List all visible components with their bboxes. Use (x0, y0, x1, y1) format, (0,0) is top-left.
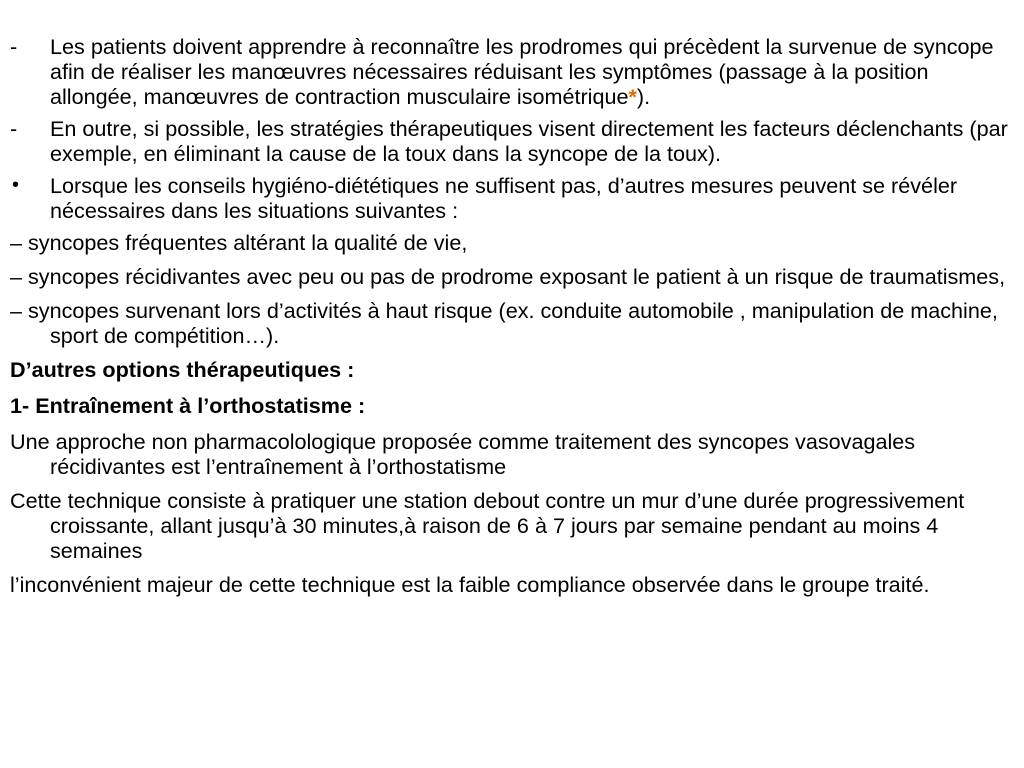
bullet-text-tail: ). (636, 84, 651, 109)
bullet-strategies (10, 116, 1016, 166)
section-heading-options: D’autres options thérapeutiques : (10, 357, 355, 382)
bullet-text: En outre, si possible, les stratégies thérapeutiques visent directement les facteurs déclenchants (par exemple, en éliminant la cause de la toux dans la syncope de la toux). (50, 116, 1008, 166)
situation-line-haut-risque: – syncopes survenant lors d’activités à haut risque (ex. conduite automobile , manipulation de machine, sport de compétition…). (10, 298, 998, 348)
dash-marker: - (10, 116, 18, 141)
asterisk-note: * (628, 84, 637, 109)
situation-line-recidivantes: – syncopes récidivantes avec peu ou pas de prodrome exposant le patient à un risque de traumatismes, (10, 264, 1006, 289)
paragraph-technique: Cette technique consiste à pratiquer une station debout contre un mur d’une durée progressivement croissante, allant jusqu’à 30 minutes,à raison de 6 à 7 jours par semaine pendant au moins 4 semaines (10, 488, 965, 563)
bullet-text: Lorsque les conseils hygiéno-diététiques ne suffisent pas, d’autres mesures peuvent se révéler nécessaires dans les situations suivantes : (50, 173, 958, 223)
bullet-conseils (10, 173, 1016, 223)
dash-marker: - (10, 34, 18, 59)
bullet-dot-icon: • (12, 174, 20, 196)
bullet-text: Les patients doivent apprendre à reconnaître les prodromes qui précèdent la survenue de syncope afin de réaliser les manœuvres nécessaires réduisant les symptômes (passage à la position allongée, manœuvres de contraction musculaire isométrique (50, 34, 994, 109)
bullet-prodromes (10, 34, 1016, 109)
section-heading-orthostatisme: 1- Entraînement à l’orthostatisme : (10, 393, 366, 418)
paragraph-inconvenient: l’inconvénient majeur de cette technique est la faible compliance observée dans le groupe traité. (10, 572, 930, 597)
situation-line-frequentes: – syncopes fréquentes altérant la qualité de vie, (10, 230, 468, 255)
paragraph-approche: Une approche non pharmacolologique proposée comme traitement des syncopes vasovagales récidivantes est l’entraînement à l’orthostatisme (10, 429, 916, 479)
